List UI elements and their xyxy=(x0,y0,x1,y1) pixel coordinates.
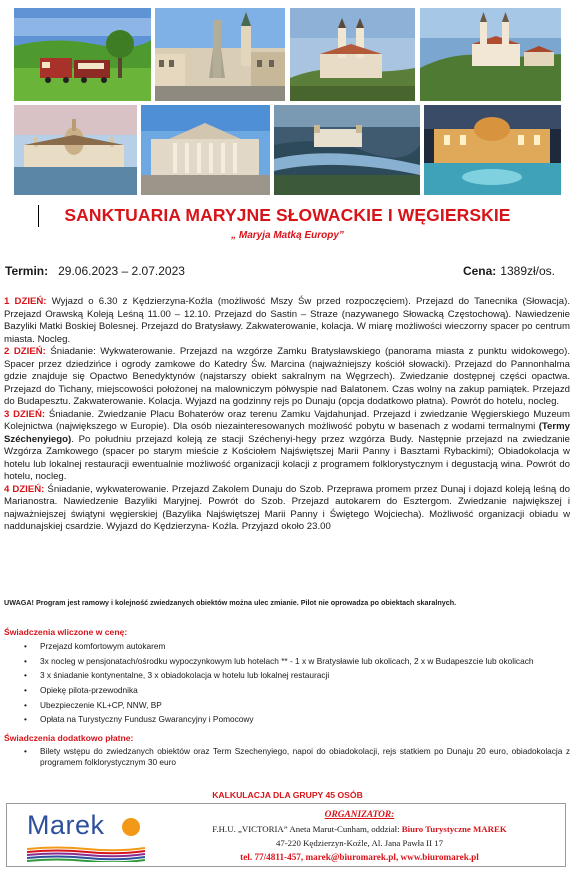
organizer-address: 47-220 Kędzierzyn-Koźle, Al. Jana Pawła II 17 xyxy=(275,838,444,848)
bullet-icon: • xyxy=(24,746,27,756)
program-day-4 xyxy=(4,484,570,534)
program-day-3 xyxy=(4,409,570,484)
organizer-line-1: F.H.U. „VICTORIA” Aneta Marut-Cunham, oddział: Biuro Turystyczne MAREK xyxy=(212,824,507,834)
logo-text: Marek xyxy=(27,810,105,840)
day-2-text: Śniadanie: Wykwaterowanie. Przejazd na wzgórze Zamku Bratysławskiego (panorama miasta z punktu widokowego). Spacer przez dziedzińce i ogrody zamkowe do Katedry Św. Marcina (najważniejszy kościół słowacki). Przejazd do Pannonhalma gdzie znajduje się Opactwo Benedyktynów (najstarszy obiekt sakralnym na Węgrzech). Zwiedzanie dostępnej części opactwa. Przejazd do Tichany, miejscowości położonej na malowniczym półwyspie nad Balatonem. Czas wolny na zakup pamiątek. Przejazd do Budapesztu. Zakwaterowanie. Kolacja. Wyjazd na godzinny rejs po Dunaju (opcja dodatkowo płatna). Powrót do hotelu, nocleg. xyxy=(4,346,571,407)
program-day-2 xyxy=(4,346,570,409)
extra-list xyxy=(24,746,570,772)
page-subtitle: „ Maryja Matką Europy” xyxy=(231,230,344,241)
list-item: • 3x nocleg w pensjonatach/ośrodku wypoczynkowym lub hotelach ** - 1 x w Bratysławie lub okolicach, 2 x w Budapeszcie lub okolicach xyxy=(24,655,534,666)
list-item: • 3 x śniadanie kontynentalne, 3 x obiadokolacja w hotelu lub lokalnej restauracji xyxy=(24,670,330,681)
list-item: • Opiekę pilota-przewodnika xyxy=(24,685,138,696)
photo-orawska-railway xyxy=(14,8,151,101)
day-2-label: 2 DZIEŃ: xyxy=(4,346,46,357)
day-4-text: Śniadanie, wykwaterowanie. Przejazd Zakolem Dunaju do Szob. Przeprawa promem przez Dunaj i dojazd koleją leśną do Marianostra. Nawiedzenie Bazyliki Maryjnej. Powrót do Szob. Przejazd autokarem do Esztergom. Zwiedzanie największej i najważniejszej świątyni węgierskiej (Bazylika Najświętszej Marii Panny i Świętego Wojciecha). Możliwość organizacji obiadu w naddunajskiej csardzie. Wyjazd do Kędzierzyna- Koźla. Przyjazd około 23.00 xyxy=(4,483,570,532)
program-note: UWAGA! Program jest ramowy i kolejność zwiedzanych obiektów można ulec zmianie. Pilot nie oprowadza po obiektach skaralnych. xyxy=(4,598,457,607)
list-item: • Przejazd komfortowym autokarem xyxy=(24,641,166,651)
photo-heroes-square xyxy=(141,105,270,195)
bullet-icon: • xyxy=(24,641,27,651)
marek-logo xyxy=(27,810,145,862)
day-1-text: Wyjazd o 6.30 z Kędzierzyna-Koźla (możliwość Mszy Św przed rozpoczęciem). Przejazd do Tanecnika (Słowacja). Przejazd Orawską Koleją Leśną 11.00 – 12.10. Przejazd do Sastin – Straze (nazywanego Słowacką Częstochową). Nawiedzenie Bazyliki Matki Boskiej Bolesnej. Przejazd do Bratysławy. Zakwaterowanie, kolacja. W miarę możliwości wieczorny spacer po centrum miasta. Nocleg. xyxy=(4,296,571,345)
list-item: • Bilety wstępu do zwiedzanych obiektów oraz Term Szechenyiego, napoi do obiadokolacji, rejs statkiem po Dunaju 20 euro, obiadokolacja z programem folklorystycznym 30 euro xyxy=(24,746,570,768)
bullet-icon: • xyxy=(24,685,27,696)
organizer-contact[interactable]: tel. 77/4811-457, marek@biuromarek.pl, www.biuromarek.pl xyxy=(240,852,479,862)
trip-price xyxy=(463,264,555,278)
day-3-text-a: Śniadanie. Zwiedzanie Placu Bohaterów oraz terenu Zamku Vajdahunjad. Przejazd i zwiedzanie Węgierskiego Muzeum Kolejnictwa (największego w Europie). Dla osób niezainteresowanych możliwość pobytu w basenach z wodami termalnymi xyxy=(4,408,570,432)
price-label: Cena: xyxy=(462,264,497,278)
organizer-info xyxy=(157,808,562,864)
program-day-1 xyxy=(4,296,570,346)
photo-pannonhalma-abbey xyxy=(420,8,561,101)
group-calculation: KALKULACJA DLA GRUPY 45 OSÓB xyxy=(212,790,363,800)
termin-value: 29.06.2023 – 2.07.2023 xyxy=(58,264,185,278)
photo-budapest-parliament xyxy=(14,105,137,195)
bullet-icon: • xyxy=(24,670,27,681)
day-3-text-b: . Po południu przejazd koleją ze stacji Széchenyi-hegy przez wzgórza Budy. Następnie przejazd na zwiedzanie Wzgórza Zamkowego (spacer po starym mieście z Kościołem Najświętszej Marii Panny i Basztami Rybackimi); Obiadokolacja w hotelu lub lokalnej restauracji ewentualnie możliwość organizacji kolacji z programem folklorystycznym i degustacją wina. Powrót do hotelu, nocleg. xyxy=(4,433,570,482)
day-4-label: 4 DZIEŃ: xyxy=(4,483,45,495)
photo-old-town-square xyxy=(155,8,285,101)
day-3-bold: (Termy Széchenyiego) xyxy=(4,421,570,445)
termin-label: Termin: xyxy=(5,264,49,278)
list-item: • Opłata na Turystyczny Fundusz Gwarancyjny i Pomocowy xyxy=(24,714,254,725)
wave-stripes-icon xyxy=(27,846,145,862)
included-heading: Świadczenia wliczone w cenę: xyxy=(4,627,128,637)
day-3-label: 3 DZIEŃ: xyxy=(4,408,46,420)
list-item: • Ubezpieczenie KL+CP, NNW, BP xyxy=(24,699,162,710)
day-1-label: 1 DZIEŃ: xyxy=(4,296,47,307)
sun-icon xyxy=(122,818,140,836)
photo-szechenyi-baths xyxy=(424,105,561,195)
organizer-footer xyxy=(6,803,566,867)
trip-dates xyxy=(5,264,185,278)
organizer-heading: ORGANIZATOR: xyxy=(324,810,395,820)
bullet-icon: • xyxy=(24,699,27,710)
program xyxy=(4,296,570,534)
photo-castle-aerial xyxy=(274,105,420,195)
page-title: SANKTUARIA MARYJNE SŁOWACKIE I WĘGIERSKIE xyxy=(64,205,511,225)
bullet-icon: • xyxy=(24,714,27,725)
bullet-icon: • xyxy=(24,655,27,666)
photo-hilltop-basilica xyxy=(290,8,415,101)
extra-heading: Świadczenia dodatkowo płatne: xyxy=(4,733,134,743)
price-value: 1389zł/os. xyxy=(500,264,555,278)
included-list xyxy=(24,641,570,729)
